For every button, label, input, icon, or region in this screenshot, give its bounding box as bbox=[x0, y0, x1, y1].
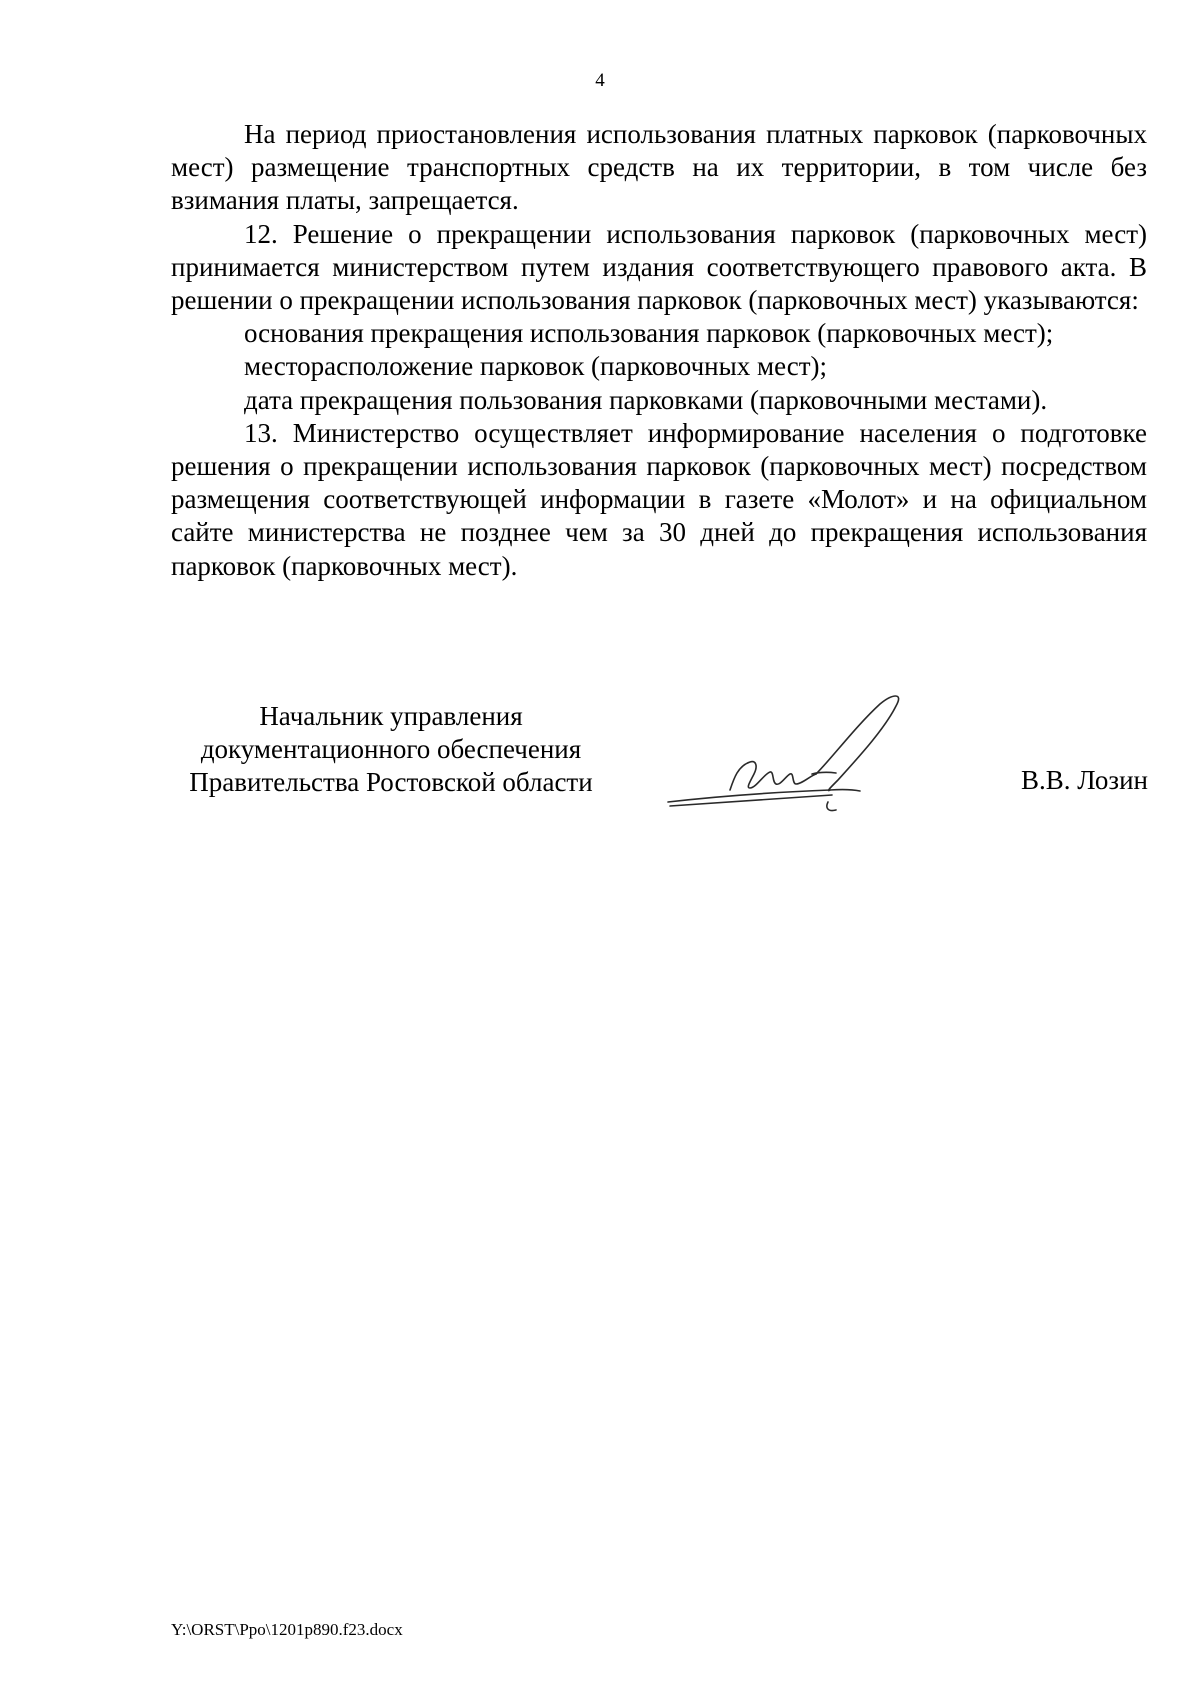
file-path-footer: Y:\ORST\Ppo\1201p890.f23.docx bbox=[171, 1620, 403, 1639]
signatory-title-line: Правительства Ростовской области bbox=[189, 767, 593, 797]
list-item: основания прекращения использования парковок (парковочных мест); bbox=[244, 318, 1054, 349]
paragraph: 13. Министерство осуществляет информирование населения о подготовке решения о прекращении использования парковок (парковочных мест) посредством размещения соответствующей информации в газете «Молот» и на официальном сайте министерства не позднее чем за 30 дней до прекращения использования парковок (парковочных мест). bbox=[171, 417, 1147, 581]
signatory-title bbox=[171, 700, 611, 799]
page-number: 4 bbox=[595, 70, 605, 91]
handwritten-signature bbox=[660, 690, 960, 820]
signatory-title-line: документационного обеспечения bbox=[200, 734, 582, 764]
list-item: месторасположение парковок (парковочных мест); bbox=[244, 351, 828, 382]
signatory-title-line: Начальник управления bbox=[259, 701, 523, 731]
paragraph: На период приостановления использования платных парковок (парковочных мест) размещение транспортных средств на их территории, в том числе без взимания платы, запрещается. bbox=[171, 119, 1147, 216]
paragraph: 12. Решение о прекращении использования парковок (парковочных мест) принимается министерством путем издания соответствующего правового акта. В решении о прекращении использования парковок (парковочных мест) указываются: bbox=[171, 218, 1147, 316]
signatory-name: В.В. Лозин bbox=[1021, 765, 1148, 795]
document-body bbox=[171, 118, 1147, 583]
list-item: дата прекращения пользования парковками (парковочными местами). bbox=[244, 384, 1048, 415]
